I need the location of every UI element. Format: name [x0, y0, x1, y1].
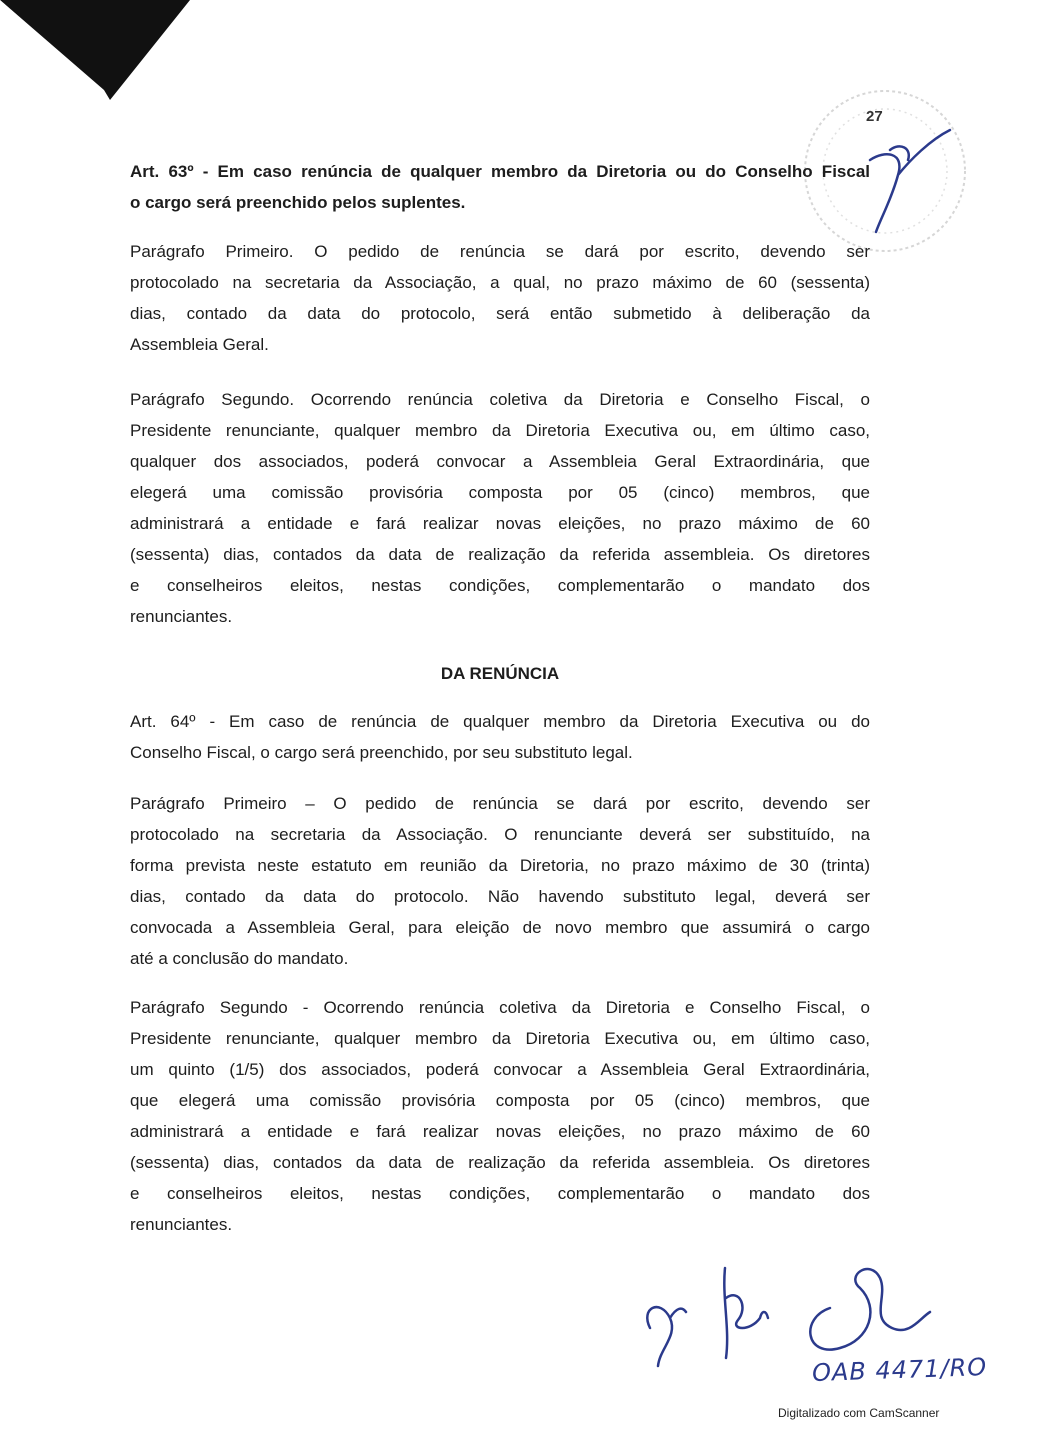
text-line: protocolado na secretaria da Associação. O renunciante deverá ser substituído, na	[130, 825, 870, 844]
text-line: um quinto (1/5) dos associados, poderá convocar a Assembleia Geral Extraordinária,	[130, 1060, 870, 1079]
text-line: dias, contado da data do protocolo. Não havendo substituto legal, deverá ser	[130, 887, 870, 906]
text-line: Assembleia Geral.	[130, 335, 269, 354]
text-line: Parágrafo Segundo. Ocorrendo renúncia coletiva da Diretoria e Conselho Fiscal, o	[130, 390, 870, 409]
text-line: forma prevista neste estatuto em reunião da Diretoria, no prazo máximo de 30 (trinta)	[130, 856, 870, 875]
text-line: e conselheiros eleitos, nestas condições, complementarão o mandato dos	[130, 576, 870, 595]
text-line: até a conclusão do mandato.	[130, 949, 349, 968]
article-64	[130, 706, 870, 768]
article-63-paragraph-1	[130, 236, 870, 360]
text-line: dias, contado da data do protocolo, será então submetido à deliberação da	[130, 304, 870, 323]
text-line: Parágrafo Primeiro. O pedido de renúncia se dará por escrito, devendo ser	[130, 242, 870, 261]
scanner-watermark: Digitalizado com CamScanner	[778, 1406, 940, 1420]
text-line: Conselho Fiscal, o cargo será preenchido, por seu substituto legal.	[130, 743, 633, 762]
text-line: (sessenta) dias, contados da data de realização da referida assembleia. Os diretores	[130, 545, 870, 564]
article-64-paragraph-2	[130, 992, 870, 1240]
text-line: e conselheiros eleitos, nestas condições, complementarão o mandato dos	[130, 1184, 870, 1203]
text-line: Parágrafo Primeiro – O pedido de renúncia se dará por escrito, devendo ser	[130, 794, 870, 813]
text-line: que elegerá uma comissão provisória composta por 05 (cinco) membros, que	[130, 1091, 870, 1110]
text-line: Presidente renunciante, qualquer membro da Diretoria Executiva ou, em último caso,	[130, 421, 870, 440]
article-64-paragraph-1	[130, 788, 870, 974]
text-line: Presidente renunciante, qualquer membro da Diretoria Executiva ou, em último caso,	[130, 1029, 870, 1048]
text-line: administrará a entidade e fará realizar novas eleições, no prazo máximo de 60	[130, 514, 870, 533]
page-number: 27	[866, 108, 883, 125]
oab-number-handwritten: OAB 4471/RO	[811, 1352, 988, 1388]
text-line: Art. 64º - Em caso de renúncia de qualquer membro da Diretoria Executiva ou do	[130, 712, 870, 731]
text-line: (sessenta) dias, contados da data de realização da referida assembleia. Os diretores	[130, 1153, 870, 1172]
text-line: renunciantes.	[130, 607, 233, 626]
text-line: Parágrafo Segundo - Ocorrendo renúncia coletiva da Diretoria e Conselho Fiscal, o	[130, 998, 870, 1017]
article-63-paragraph-2	[130, 384, 870, 632]
text-line: elegerá uma comissão provisória composta por 05 (cinco) membros, que	[130, 483, 870, 502]
page-corner-fold	[0, 0, 200, 110]
text-line: convocada a Assembleia Geral, para eleição de novo membro que assumirá o cargo	[130, 918, 870, 937]
text-line: Art. 63º - Em caso renúncia de qualquer membro da Diretoria ou do Conselho Fiscal	[130, 162, 870, 181]
section-heading: DA RENÚNCIA	[440, 664, 560, 683]
text-line: administrará a entidade e fará realizar novas eleições, no prazo máximo de 60	[130, 1122, 870, 1141]
text-line: renunciantes.	[130, 1215, 233, 1234]
text-line: o cargo será preenchido pelos suplentes.	[130, 193, 466, 212]
text-line: protocolado na secretaria da Associação, a qual, no prazo máximo de 60 (sessenta)	[130, 273, 870, 292]
article-63	[130, 156, 870, 218]
text-line: qualquer dos associados, poderá convocar a Assembleia Geral Extraordinária, que	[130, 452, 870, 471]
